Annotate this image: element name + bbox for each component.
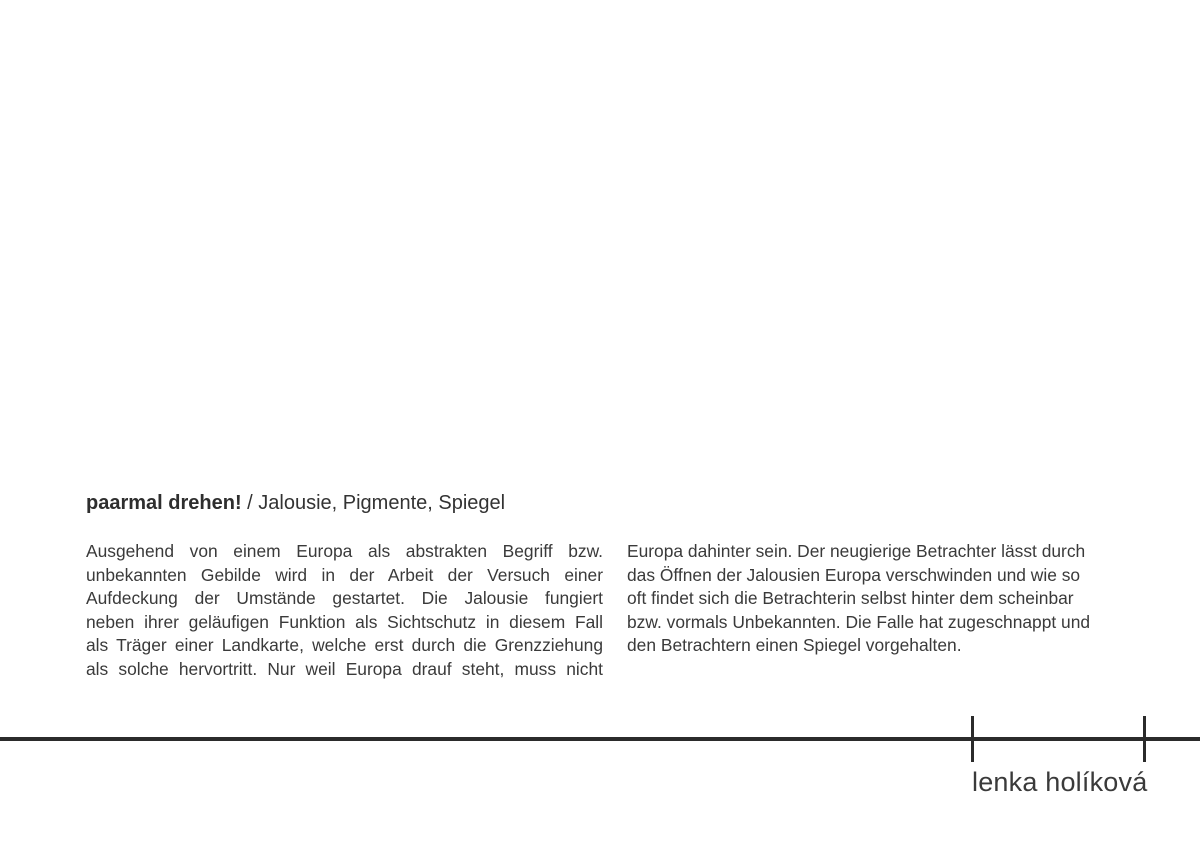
rule-tick-left <box>971 716 974 762</box>
text-line: neben ihrer geläufigen Funktion als Sichtschutz in diesem Fall <box>86 611 603 632</box>
text-line: Ausgehend von einem Europa als abstrakten Begriff bzw. <box>86 541 603 561</box>
text-line: Aufdeckung der Umstände gestartet. Die Jalousie fungiert <box>86 588 603 608</box>
page-heading <box>86 489 505 517</box>
heading-title: paarmal drehen! <box>86 492 242 514</box>
heading-subtitle: / Jalousie, Pigmente, Spiegel <box>241 492 506 514</box>
text-line: den Betrachtern einen Spiegel vorgehalten. <box>627 635 962 655</box>
text-line: das Öffnen der Jalousien Europa verschwinden und wie so <box>627 564 1081 585</box>
text-column-left <box>86 540 603 681</box>
text-line: Europa dahinter sein. Der neugierige Betrachter lässt durch <box>627 541 1086 561</box>
author-name: lenka holíková <box>972 767 1148 797</box>
horizontal-rule <box>0 737 1200 741</box>
text-line: oft findet sich die Betrachterin selbst hinter dem scheinbar <box>627 588 1074 608</box>
text-line: als Träger einer Landkarte, welche erst durch die Grenzziehung <box>86 635 603 655</box>
text-line: bzw. vormals Unbekannten. Die Falle hat zugeschnappt und <box>627 611 1091 632</box>
text-line: als solche hervortritt. Nur weil Europa drauf steht, muss nicht <box>86 658 603 679</box>
text-line: unbekannten Gebilde wird in der Arbeit der Versuch einer <box>86 564 603 585</box>
text-column-right <box>627 540 1145 658</box>
rule-tick-right <box>1143 716 1146 762</box>
